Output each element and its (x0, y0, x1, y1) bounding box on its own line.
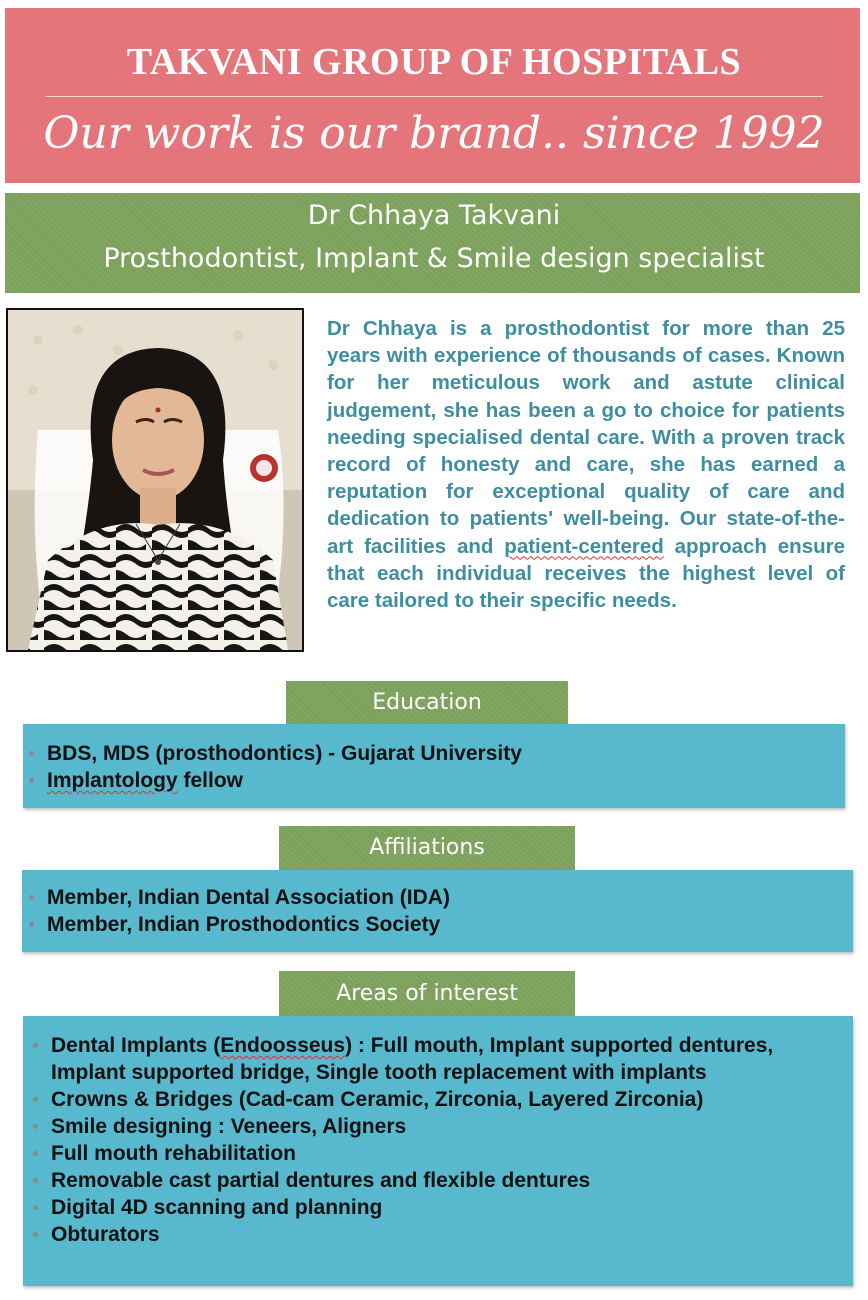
affiliation-item: Member, Indian Prosthodontics Society (47, 911, 853, 938)
interest-item: Obturators (51, 1221, 835, 1248)
education-item-rest: fellow (177, 769, 244, 792)
education-list (23, 724, 845, 794)
education-item (47, 767, 845, 794)
education-item: BDS, MDS (prosthodontics) - Gujarat University (47, 740, 845, 767)
doctor-portrait (6, 308, 304, 652)
hospital-tagline: Our work is our brand.. since 1992 (43, 108, 825, 159)
doctor-name: Dr Chhaya Takvani (307, 200, 561, 231)
doctor-biography (327, 315, 845, 614)
interests-list (23, 1016, 853, 1248)
interest-item-start: Dental Implants ( (51, 1034, 221, 1057)
interest-flagged-word: Endoosseus (220, 1034, 346, 1057)
interest-item (51, 1032, 835, 1086)
affiliations-heading: Affiliations (279, 826, 575, 870)
doctor-title: Prosthodontist, Implant & Smile design specialist (103, 243, 765, 274)
education-box (23, 724, 845, 808)
hospital-name: TAKVANI GROUP OF HOSPITALS (126, 41, 742, 83)
bio-flagged-word: patient-centered (504, 534, 664, 558)
interest-item-end: ) : Full mouth, Implant supported dentures, Implant supported bridge, Single tooth replacement with implants (51, 1034, 774, 1084)
education-flagged-word: Implantology (47, 769, 178, 792)
interest-item: Smile designing : Veneers, Aligners (51, 1113, 835, 1140)
bio-text-end: approach ensure that each individual receives the highest level of care tailored to their specific needs. (327, 534, 846, 613)
interests-heading: Areas of interest (279, 971, 575, 1016)
affiliations-list (22, 870, 853, 938)
bio-text: Dr Chhaya is a prosthodontist for more than 25 years with experience of thousands of cases. Known for her meticulous work and astute clinical judgement, she has been a go to choice for patients needing specialised dental care. With a proven track record of honesty and care, she has earned a reputation for exceptional quality of care and dedication to patients' well-being. Our state-of-the-art facilities and (327, 317, 845, 558)
interest-item: Full mouth rehabilitation (51, 1140, 835, 1167)
portrait-illustration (8, 310, 302, 650)
education-heading: Education (286, 681, 568, 724)
interests-box (23, 1016, 853, 1286)
affiliations-box (22, 870, 853, 952)
interest-item: Removable cast partial dentures and flexible dentures (51, 1167, 835, 1194)
interest-item: Crowns & Bridges (Cad-cam Ceramic, Zirconia, Layered Zirconia) (51, 1086, 835, 1113)
affiliation-item: Member, Indian Dental Association (IDA) (47, 884, 853, 911)
header-divider (45, 96, 823, 97)
interest-item: Digital 4D scanning and planning (51, 1194, 835, 1221)
